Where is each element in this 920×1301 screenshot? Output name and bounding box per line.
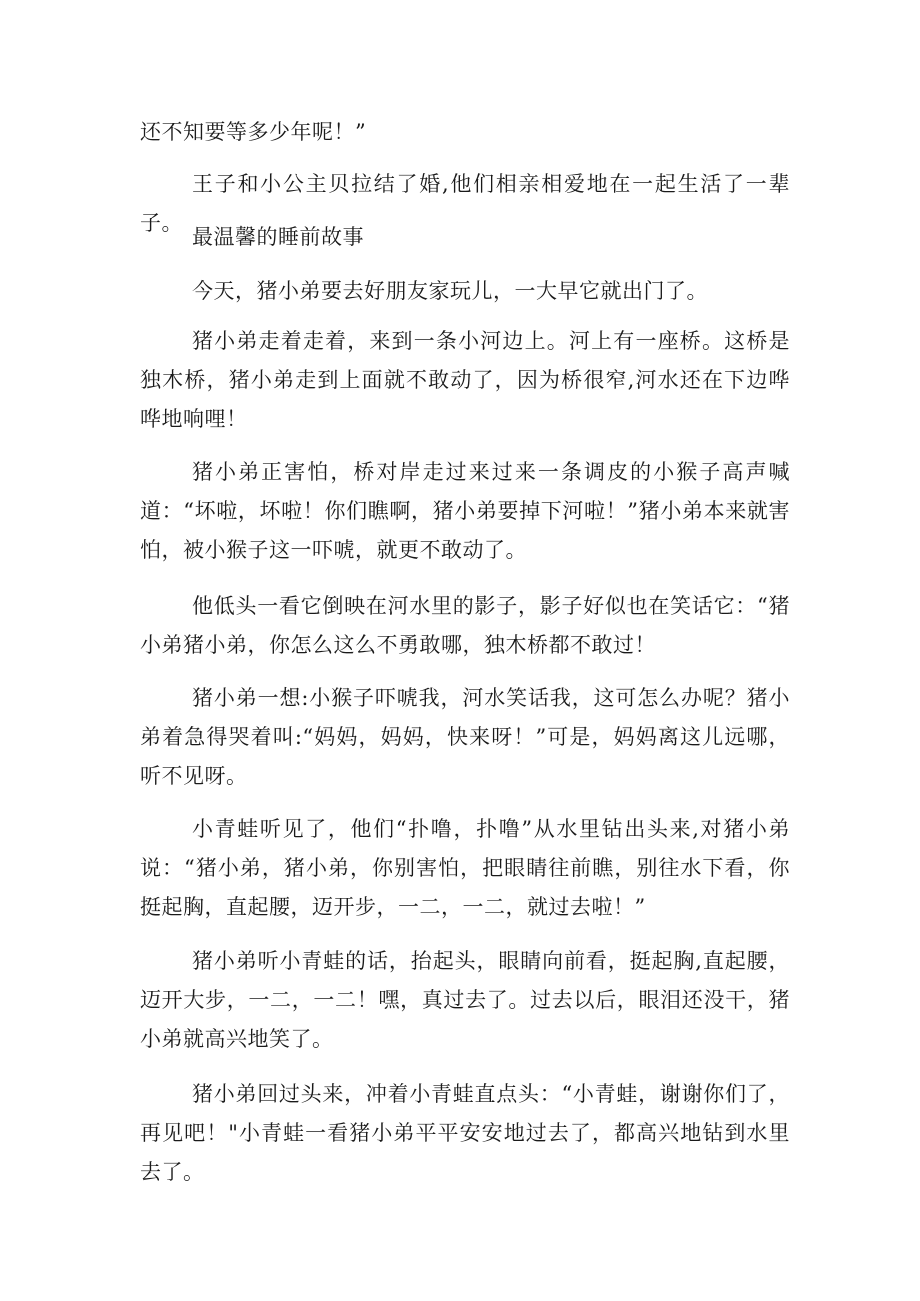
paragraph: 小青蛙听见了，他们“扑噜，扑噜”从水里钻出头来,对猪小弟说：“猪小弟，猪小弟，你别害怕，把眼睛往前瞧，别往水下看，你挺起胸，直起腰，迈开步，一二，一二，就过去啦！” [140,817,790,919]
story-title: 最温馨的睡前故事 [192,225,364,249]
paragraph: 猪小弟一想:小猴子吓唬我，河水笑话我，这可怎么办呢？猪小弟着急得哭着叫:“妈妈，妈妈，快来呀！”可是，妈妈离这儿远哪，听不见呀。 [140,686,790,788]
paragraph: 猪小弟回过头来，冲着小青蛙直点头：“小青蛙，谢谢你们了，再见吧！"小青蛙一看猪小弟平平安安地过去了，都高兴地钻到水里去了。 [140,1082,790,1184]
paragraph: 今天，猪小弟要去好朋友家玩儿，一大早它就出门了。 [192,279,708,303]
paragraph: 王子和小公主贝拉结了婚,他们相亲相爱地在一起生活了一辈子。 [140,172,790,235]
paragraph: 猪小弟走着走着，来到一条小河边上。河上有一座桥。这桥是独木桥，猪小弟走到上面就不敢动了，因为桥很窄,河水还在下边哗哗地响哩！ [140,329,790,431]
paragraph: 猪小弟正害怕，桥对岸走过来过来一条调皮的小猴子高声喊道：“坏啦，坏啦！你们瞧啊，猪小弟要掉下河啦！”猪小弟本来就害怕，被小猴子这一吓唬，就更不敢动了。 [140,460,790,562]
paragraph-continuation: 还不知要等多少年呢！” [140,120,367,144]
paragraph: 他低头一看它倒映在河水里的影子，影子好似也在笑话它：“猪小弟猪小弟，你怎么这么不勇敢哪，独木桥都不敢过！ [140,594,790,657]
paragraph: 猪小弟听小青蛙的话，抬起头，眼睛向前看，挺起胸,直起腰，迈开大步，一二，一二！嘿，真过去了。过去以后，眼泪还没干，猪小弟就高兴地笑了。 [140,949,790,1051]
